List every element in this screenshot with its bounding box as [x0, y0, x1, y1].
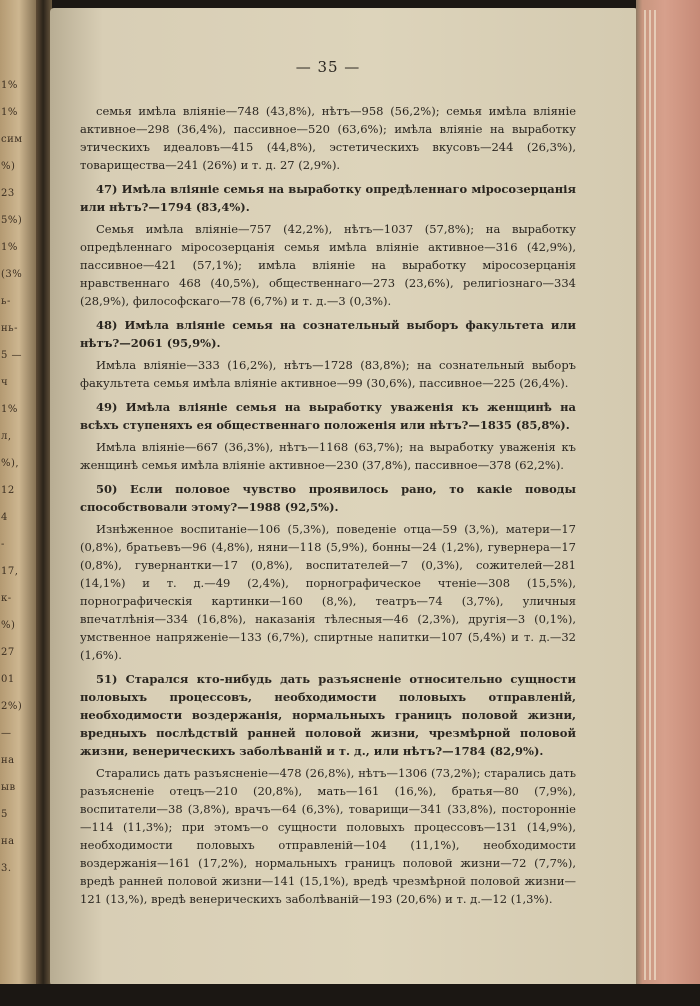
survey-answer-paragraph: семья имѣла вліяніе—748 (43,8%), нѣтъ—958 (56,2%); семья имѣла вліяніе активное—298 (36,4%), пассивное—520 (63,6%); имѣла вліяніе на выработку этическихъ идеаловъ—415 (44,8%), эстетическихъ вкусовъ—244 (26,3%), товарищества—241 (26%) и т. д. 27 (2,9%).: [80, 104, 576, 172]
page-body: [80, 102, 576, 908]
facing-page-text-fragment: 23: [1, 188, 15, 199]
facing-page-text-fragment: 2%): [1, 701, 23, 712]
survey-question: 50) Если половое чувство проявилось рано, то какіе поводы способствовали этому?—1988 (92,5%).: [80, 482, 576, 514]
facing-page-text-fragment: 01: [1, 674, 15, 685]
facing-page-text-fragment: на: [1, 836, 15, 847]
facing-page-text-fragment: —: [1, 728, 12, 739]
facing-page-text-fragment: -: [1, 539, 5, 550]
facing-page-text-fragment: 27: [1, 647, 15, 658]
facing-page-text-fragment: л,: [1, 431, 12, 442]
facing-page-text-fragment: сим: [1, 134, 23, 145]
facing-page-text-fragment: 5 —: [1, 350, 23, 361]
page-number: — 35 —: [295, 58, 361, 76]
facing-page-text-fragment: 3.: [1, 863, 12, 874]
facing-page-text-fragment: ч: [1, 377, 9, 388]
survey-answer-paragraph: Семья имѣла вліяніе—757 (42,2%), нѣтъ—1037 (57,8%); на выработку опредѣленнаго міросозерцанія семья имѣла вліяніе активное—316 (42,9%), пассивное—421 (57,1%); имѣла вліяніе на выработку міросозерцанія нравственнаго 468 (40,5%), общественнаго—273 (23,6%), религіознаго—334 (28,9%), философскаго—78 (6,7%) и т. д.—3 (0,3%).: [80, 222, 576, 308]
page-edge-line: [649, 10, 651, 980]
survey-question: 49) Имѣла вліяніе семья на выработку уваженія къ женщинѣ на всѣхъ ступеняхъ ея общественнаго положенія или нѣтъ?—1835 (85,8%).: [80, 400, 576, 432]
survey-question: 48) Имѣла вліяніе семья на сознательный выборъ факультета или нѣтъ?—2061 (95,9%).: [80, 318, 576, 350]
survey-answer-paragraph: Имѣла вліяніе—667 (36,3%), нѣтъ—1168 (63,7%); на выработку уваженія къ женщинѣ семья имѣла вліяніе активное—230 (37,8%), пассивное—378 (62,2%).: [80, 440, 576, 472]
facing-page-text-fragment: на: [1, 755, 15, 766]
bottom-shadow: [0, 984, 700, 1006]
facing-page-text-fragment: 1%: [1, 242, 18, 253]
page-edge-line: [654, 10, 656, 980]
facing-page-text-fragment: %): [1, 161, 16, 172]
page-edge-line: [644, 10, 646, 980]
facing-page-text-fragment: к-: [1, 593, 12, 604]
facing-page-text-fragment: 12: [1, 485, 15, 496]
page-text: [80, 58, 576, 910]
facing-page-text-fragment: 4: [1, 512, 8, 523]
survey-answer-paragraph: Старались дать разъясненіе—478 (26,8%), нѣтъ—1306 (73,2%); старались дать разъясненіе отецъ—210 (20,8%), мать—161 (16,%), братья—80 (7,9%), воспитатели—38 (3,8%), врачъ—64 (6,3%), товарищи—341 (33,8%), посторонніе—114 (11,3%); при этомъ—о сущности половыхъ процессовъ—131 (14,9%), необходимости половыхъ отправленій—104 (11,1%), необходимости воздержанія—161 (17,2%), нормальныхъ границъ половой жизни—72 (7,7%), вредѣ ранней половой жизни—141 (15,1%), вредѣ чрезмѣрной половой жизни—121 (13,%), вредѣ венерическихъ заболѣваній—193 (20,6%) и т. д.—12 (1,3%).: [80, 766, 576, 906]
survey-answer-paragraph: Изнѣженное воспитаніе—106 (5,3%), поведеніе отца—59 (3,%), матери—17 (0,8%), братьевъ—96 (4,8%), няни—118 (5,9%), бонны—24 (1,2%), гувернера—17 (0,8%), гувернантки—17 (0,8%), воспитателей—7 (0,3%), сожителей—281 (14,1%) и т. д.—49 (2,4%), порнографическое чтеніе—308 (15,5%), порнографическія картинки—160 (8,%), театръ—74 (3,7%), уличныя впечатлѣнія—334 (16,8%), наказанія тѣлесныя—46 (2,3%), другія—3 (0,1%), умственное напряженіе—133 (6,7%), спиртные напитки—107 (5,4%) и т. д.—32 (1,6%).: [80, 522, 576, 662]
facing-page-edge: [0, 0, 38, 1006]
facing-page-text-fragment: (3%: [1, 269, 23, 280]
facing-page-text-fragment: %),: [1, 458, 20, 469]
facing-page-text-fragment: %): [1, 620, 16, 631]
survey-question: 51) Старался кто-нибудь дать разъясненіе относительно сущности половыхъ процессовъ, необходимости половыхъ отправленій, необходимости воздержанія, нормальныхъ границъ половой жизни, вредныхъ послѣдствій ранней половой жизни, чрезмѣрной половой жизни, венерическихъ заболѣваній и т. д., или нѣтъ?—1784 (82,9%).: [80, 672, 576, 758]
survey-answer-paragraph: Имѣла вліяніе—333 (16,2%), нѣтъ—1728 (83,8%); на сознательный выборъ факультета семья имѣла вліяніе активное—99 (30,6%), пассивное—225 (26,4%).: [80, 358, 576, 390]
facing-page-text-fragment: 1%: [1, 404, 18, 415]
facing-page-text-fragment: 5: [1, 809, 8, 820]
facing-page-text-fragment: нь-: [1, 323, 18, 334]
facing-page-text-fragment: 1%: [1, 107, 18, 118]
survey-question: 47) Имѣла вліяніе семья на выработку опредѣленнаго міросозерцанія или нѣтъ?—1794 (83,4%).: [80, 182, 576, 214]
facing-page-text-fragment: 1%: [1, 80, 18, 91]
book-cover-edge: [636, 0, 700, 1006]
facing-page-text-fragment: ыв: [1, 782, 16, 793]
facing-page-text-fragment: 5%): [1, 215, 23, 226]
facing-page-text-fragment: ь-: [1, 296, 11, 307]
facing-page-text-fragment: 17,: [1, 566, 19, 577]
